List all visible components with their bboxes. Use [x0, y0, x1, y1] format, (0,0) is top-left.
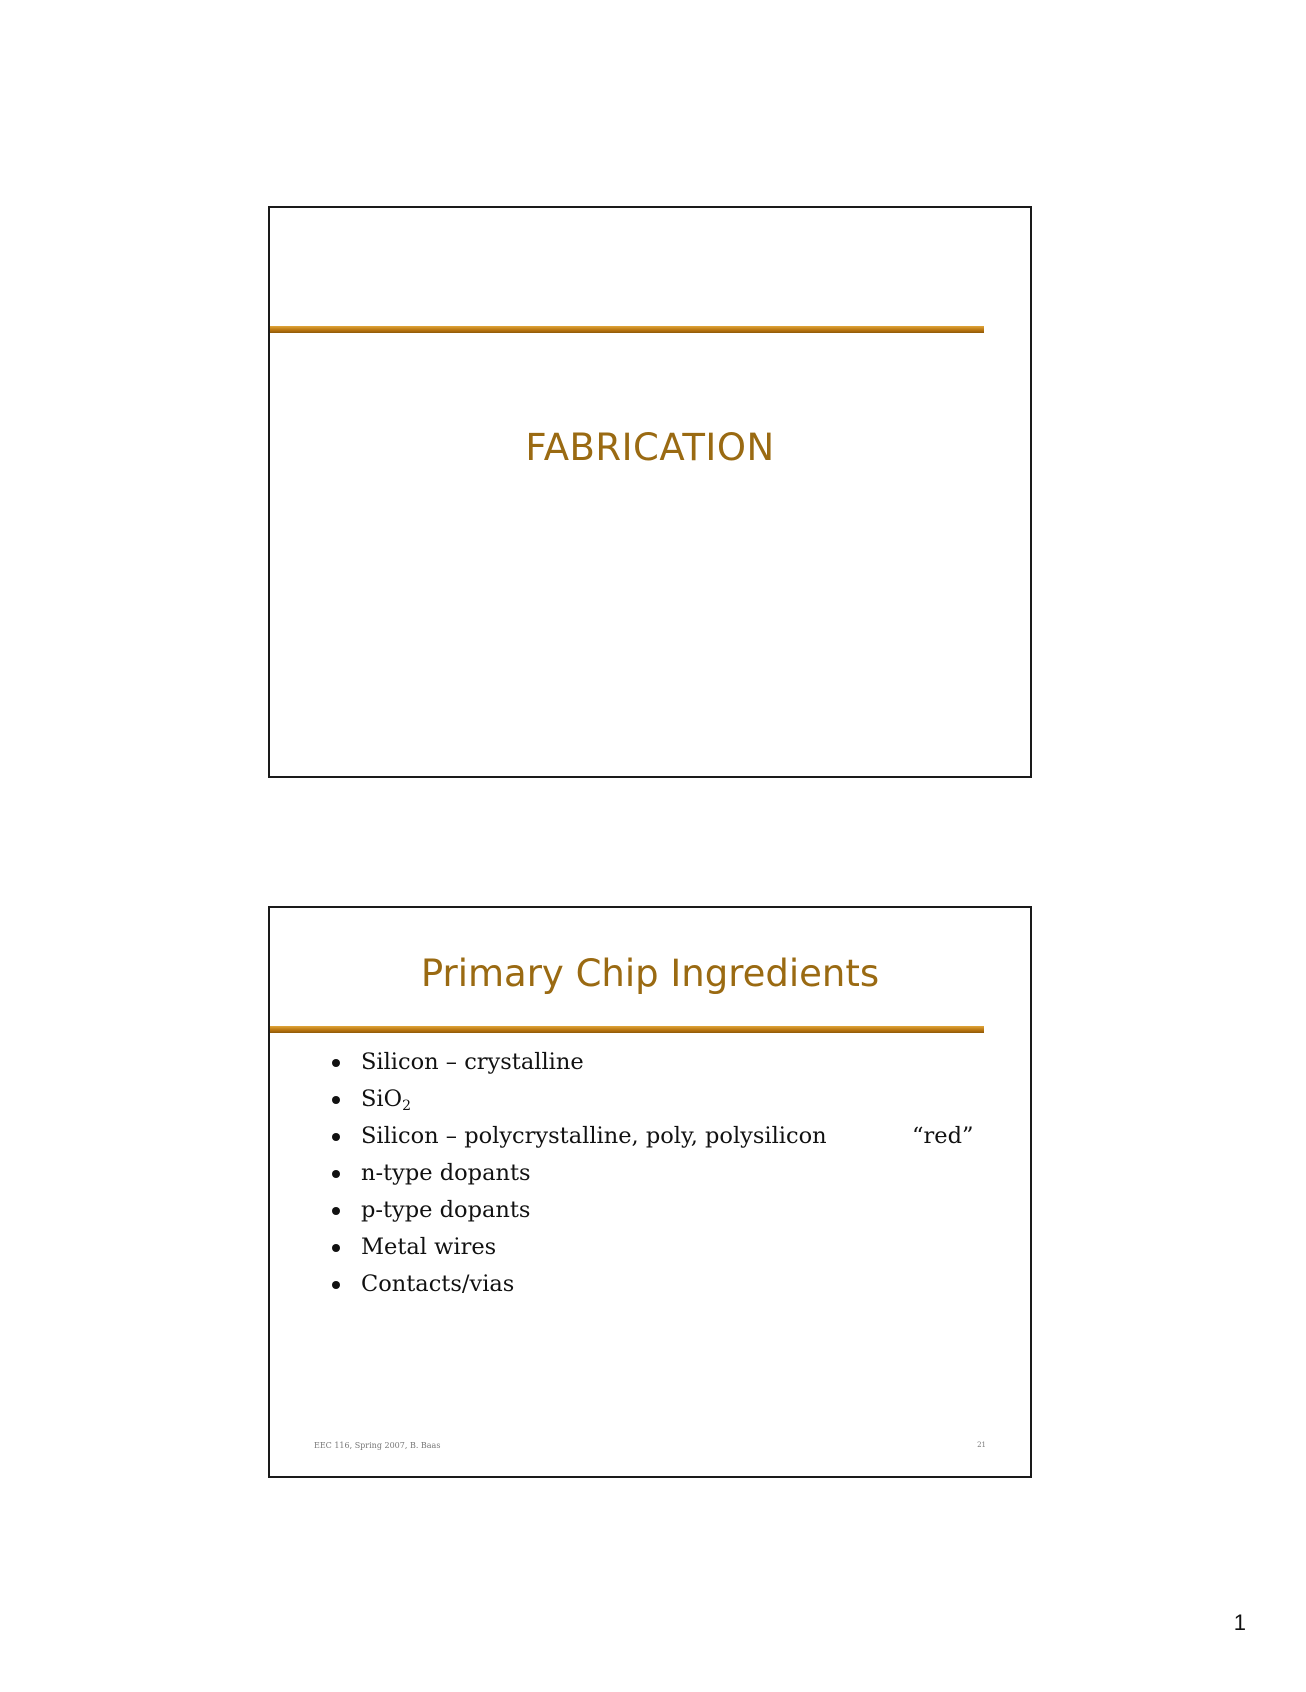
- list-item: [332, 1266, 972, 1303]
- slide-primary-chip-ingredients: [268, 906, 1032, 1478]
- page-number: 1: [1233, 1610, 1246, 1635]
- bullet-aside: “red”: [912, 1123, 974, 1149]
- bullet-icon: [332, 1244, 340, 1252]
- bullet-icon: [332, 1281, 340, 1289]
- slide-title: Primary Chip Ingredients: [420, 952, 880, 995]
- bullet-text: Silicon – crystalline: [361, 1049, 584, 1075]
- slide-number: 21: [977, 1441, 986, 1449]
- bullet-text: SiO: [361, 1086, 403, 1112]
- list-item: [332, 1155, 972, 1192]
- bullet-text: Metal wires: [361, 1234, 497, 1260]
- bullet-icon: [332, 1207, 340, 1215]
- bullet-text: n-type dopants: [361, 1160, 531, 1186]
- bullet-icon: [332, 1170, 340, 1178]
- list-item: [332, 1118, 972, 1155]
- bullet-text: Contacts/vias: [361, 1271, 515, 1297]
- list-item: [332, 1192, 972, 1229]
- bullet-text: p-type dopants: [361, 1197, 531, 1223]
- bullet-icon: [332, 1096, 340, 1104]
- bullet-text: Silicon – polycrystalline, poly, polysilicon: [361, 1123, 827, 1149]
- bullet-icon: [332, 1133, 340, 1141]
- bullet-list: [332, 1044, 972, 1303]
- bullet-icon: [332, 1059, 340, 1067]
- title-rule: [270, 326, 984, 333]
- bullet-subscript: 2: [402, 1098, 411, 1114]
- slide-title: FABRICATION: [525, 426, 775, 469]
- list-item: [332, 1081, 972, 1118]
- list-item: [332, 1044, 972, 1081]
- slide-fabrication: [268, 206, 1032, 778]
- slide-footer: EEC 116, Spring 2007, B. Baas: [314, 1441, 441, 1450]
- title-rule: [270, 1026, 984, 1033]
- list-item: [332, 1229, 972, 1266]
